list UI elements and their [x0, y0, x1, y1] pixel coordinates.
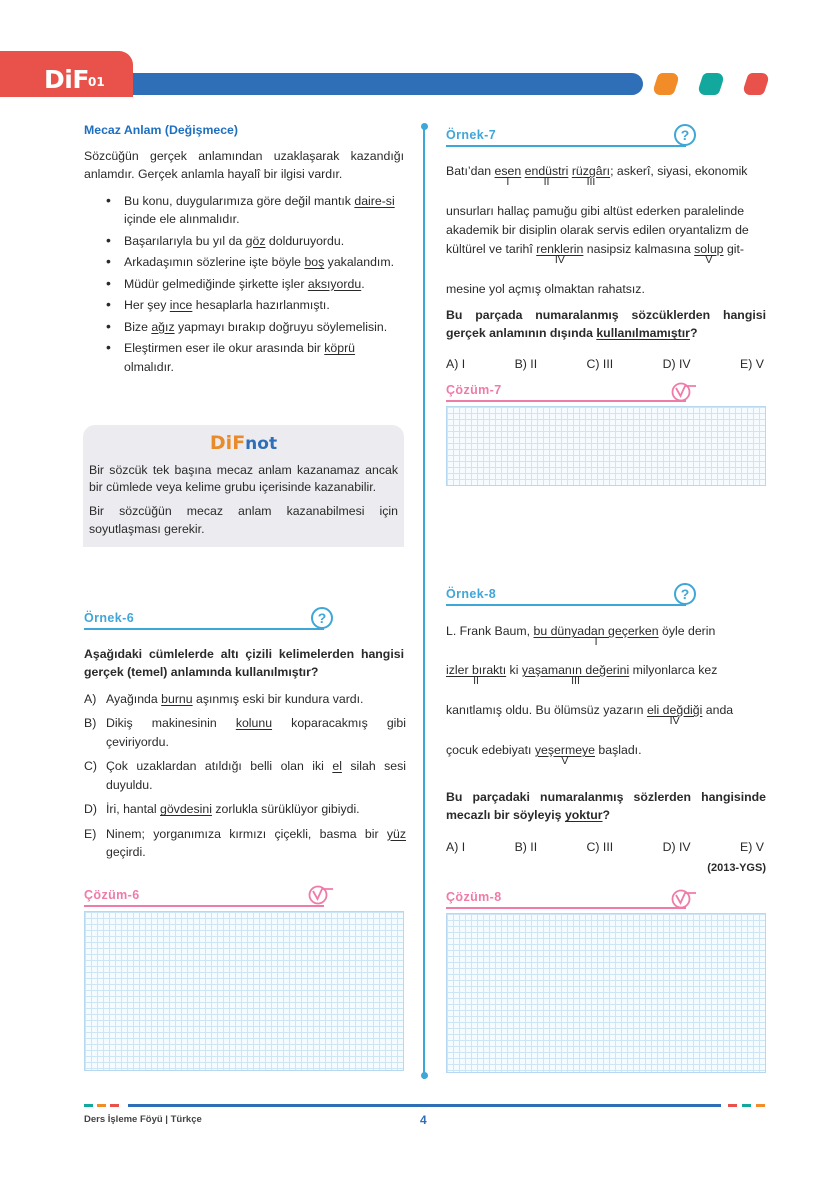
footer-dash: [84, 1104, 93, 1107]
example-8-choices: [446, 838, 764, 856]
example-6-underline: [84, 628, 324, 630]
list-item: • Müdür gelmediğinde şirkette işler aksıyordu.: [84, 275, 406, 293]
choice-b[interactable]: B) II: [514, 357, 538, 371]
passage-line: mesine yol açmış olmaktan rahatsız.: [446, 282, 645, 296]
list-item: • Eleştirmen eser ile okur arasında bir köprü olmalıdır.: [84, 339, 406, 376]
header-red-shape: [741, 73, 770, 95]
example-8-title: Örnek-8: [446, 587, 497, 601]
option-b[interactable]: B) Dikiş makinesinin kolunu koparacakmış gibi çeviriyordu.: [84, 716, 406, 749]
footer-dash: [110, 1104, 119, 1107]
divider-dot-top: [421, 123, 428, 130]
dif-note-box: [83, 425, 404, 547]
footer-dash: [742, 1104, 751, 1107]
footer-dash: [728, 1104, 737, 1107]
solution-7-underline: [446, 400, 686, 402]
example-7-choices: [446, 355, 764, 373]
option-c[interactable]: C) Çok uzaklardan atıldığı belli olan iki el silah sesi duyuldu.: [84, 759, 406, 792]
checkmark-icon: [671, 889, 697, 909]
section-title: Mecaz Anlam (Değişmece): [84, 123, 238, 137]
choice-c[interactable]: C) III: [586, 357, 614, 371]
header-number: 01: [88, 75, 105, 89]
option-e[interactable]: E) Ninem; yorganımıza kırmızı çiçekli, basma bir yüz geçirdi.: [84, 826, 406, 860]
footer-booklet-name: Ders İşleme Föyü | Türkçe: [84, 1114, 202, 1125]
example-6-title: Örnek-6: [84, 611, 135, 625]
footer-dash: [756, 1104, 765, 1107]
passage-line: izler bıraktı II ki yaşamanın değerini III milyonlarca kez: [446, 663, 718, 687]
choice-e[interactable]: E) V: [740, 840, 764, 854]
example-7-underline: [446, 145, 686, 147]
checkmark-icon: [671, 382, 697, 402]
choice-c[interactable]: C) III: [586, 840, 614, 854]
header-logo: DiF: [44, 65, 89, 94]
footer-dash: [97, 1104, 106, 1107]
note-paragraph: Bir sözcüğün mecaz anlam kazanabilmesi için soyutlaşması gerekir.: [89, 504, 398, 536]
list-item: • Bize ağız yapmayı bırakıp doğruyu söylemelisin.: [84, 318, 406, 336]
header-logo-tab: [0, 51, 133, 97]
passage-line: çocuk edebiyatı yeşermeye V başladı.: [446, 743, 642, 767]
choice-b[interactable]: B) II: [514, 840, 538, 854]
solution-6-answer-grid[interactable]: [84, 911, 404, 1071]
choice-e[interactable]: E) V: [740, 357, 764, 371]
source-label: (2013-YGS): [707, 862, 766, 874]
checkmark-icon: [308, 885, 334, 905]
option-d[interactable]: D) İri, hantal gövdesini zorlukla sürüklüyor gibiydi.: [84, 802, 360, 817]
question-icon: ?: [674, 583, 696, 605]
footer-line: [128, 1104, 721, 1107]
solution-8-underline: [446, 907, 686, 909]
page-number: 4: [420, 1113, 427, 1127]
dif-note-logo: DiFnot: [209, 432, 278, 454]
example-bullet-list: [84, 192, 406, 379]
solution-6-underline: [84, 905, 324, 907]
solution-8-answer-grid[interactable]: [446, 913, 766, 1073]
example-6-question: Aşağıdaki cümlelerde altı çizili kelimelerden hangisi gerçek (temel) anlamında kullanılmıştır?: [84, 647, 404, 680]
solution-8-title: Çözüm-8: [446, 890, 502, 904]
header-orange-shape: [651, 73, 680, 95]
section-intro: Sözcüğün gerçek anlamından uzaklaşarak kazandığı anlamdır. Gerçek anlamla hayalî bir ilgisi vardır.: [84, 149, 404, 182]
example-7-title: Örnek-7: [446, 128, 497, 142]
list-item: • Bu konu, duygularımıza göre değil mantık daire-si içinde ele alınmalıdır.: [84, 192, 406, 229]
passage-line: kültürel ve tarihî renklerin IV nasipsiz kalmasına solup V git-: [446, 242, 745, 266]
question-icon: ?: [311, 607, 333, 629]
choice-a[interactable]: A) I: [446, 357, 466, 371]
divider-dot-bottom: [421, 1072, 428, 1079]
example-8-question: Bu parçadaki numaralanmış sözlerden hangisinde mecazlı bir söyleyiş yoktur?: [446, 790, 766, 823]
note-paragraph: Bir sözcük tek başına mecaz anlam kazanamaz ancak bir cümlede veya kelime grubu içerisinde kazanabilir.: [89, 462, 398, 495]
solution-7-answer-grid[interactable]: [446, 406, 766, 486]
column-divider: [423, 127, 425, 1079]
passage-line: kanıtlamış oldu. Bu ölümsüz yazarın eli değdiği IV anda: [446, 703, 734, 727]
header-bar: [118, 73, 643, 95]
choice-d[interactable]: D) IV: [662, 840, 691, 854]
choice-d[interactable]: D) IV: [662, 357, 691, 371]
list-item: • Her şey ince hesaplarla hazırlanmıştı.: [84, 296, 406, 314]
solution-6-title: Çözüm-6: [84, 888, 140, 902]
solution-7-title: Çözüm-7: [446, 383, 502, 397]
example-6-options: [84, 690, 406, 868]
example-8-underline: [446, 604, 686, 606]
list-item: • Arkadaşımın sözlerine işte böyle boş yakalandım.: [84, 253, 406, 271]
example-7-question: Bu parçada numaralanmış sözcüklerden hangisi gerçek anlamının dışında kullanılmamıştır?: [446, 308, 766, 341]
passage-line: akademik bir disiplin olarak servis edilen oryantalizm de: [446, 223, 749, 237]
question-icon: ?: [674, 124, 696, 146]
passage-line: L. Frank Baum, bu dünyadan geçerken I öyle derin: [446, 624, 716, 648]
option-a[interactable]: A) Ayağında burnu aşınmış eski bir kundura vardı.: [84, 692, 364, 706]
choice-a[interactable]: A) I: [446, 840, 466, 854]
passage-line: Batı’dan esen I endüstri II rüzgârı III ; askerî, siyasi, ekonomik: [446, 164, 748, 188]
passage-line: unsurları hallaç pamuğu gibi altüst ederken paralelinde: [446, 204, 745, 218]
list-item: • Başarılarıyla bu yıl da göz dolduruyordu.: [84, 232, 406, 250]
header-teal-shape: [696, 73, 725, 95]
